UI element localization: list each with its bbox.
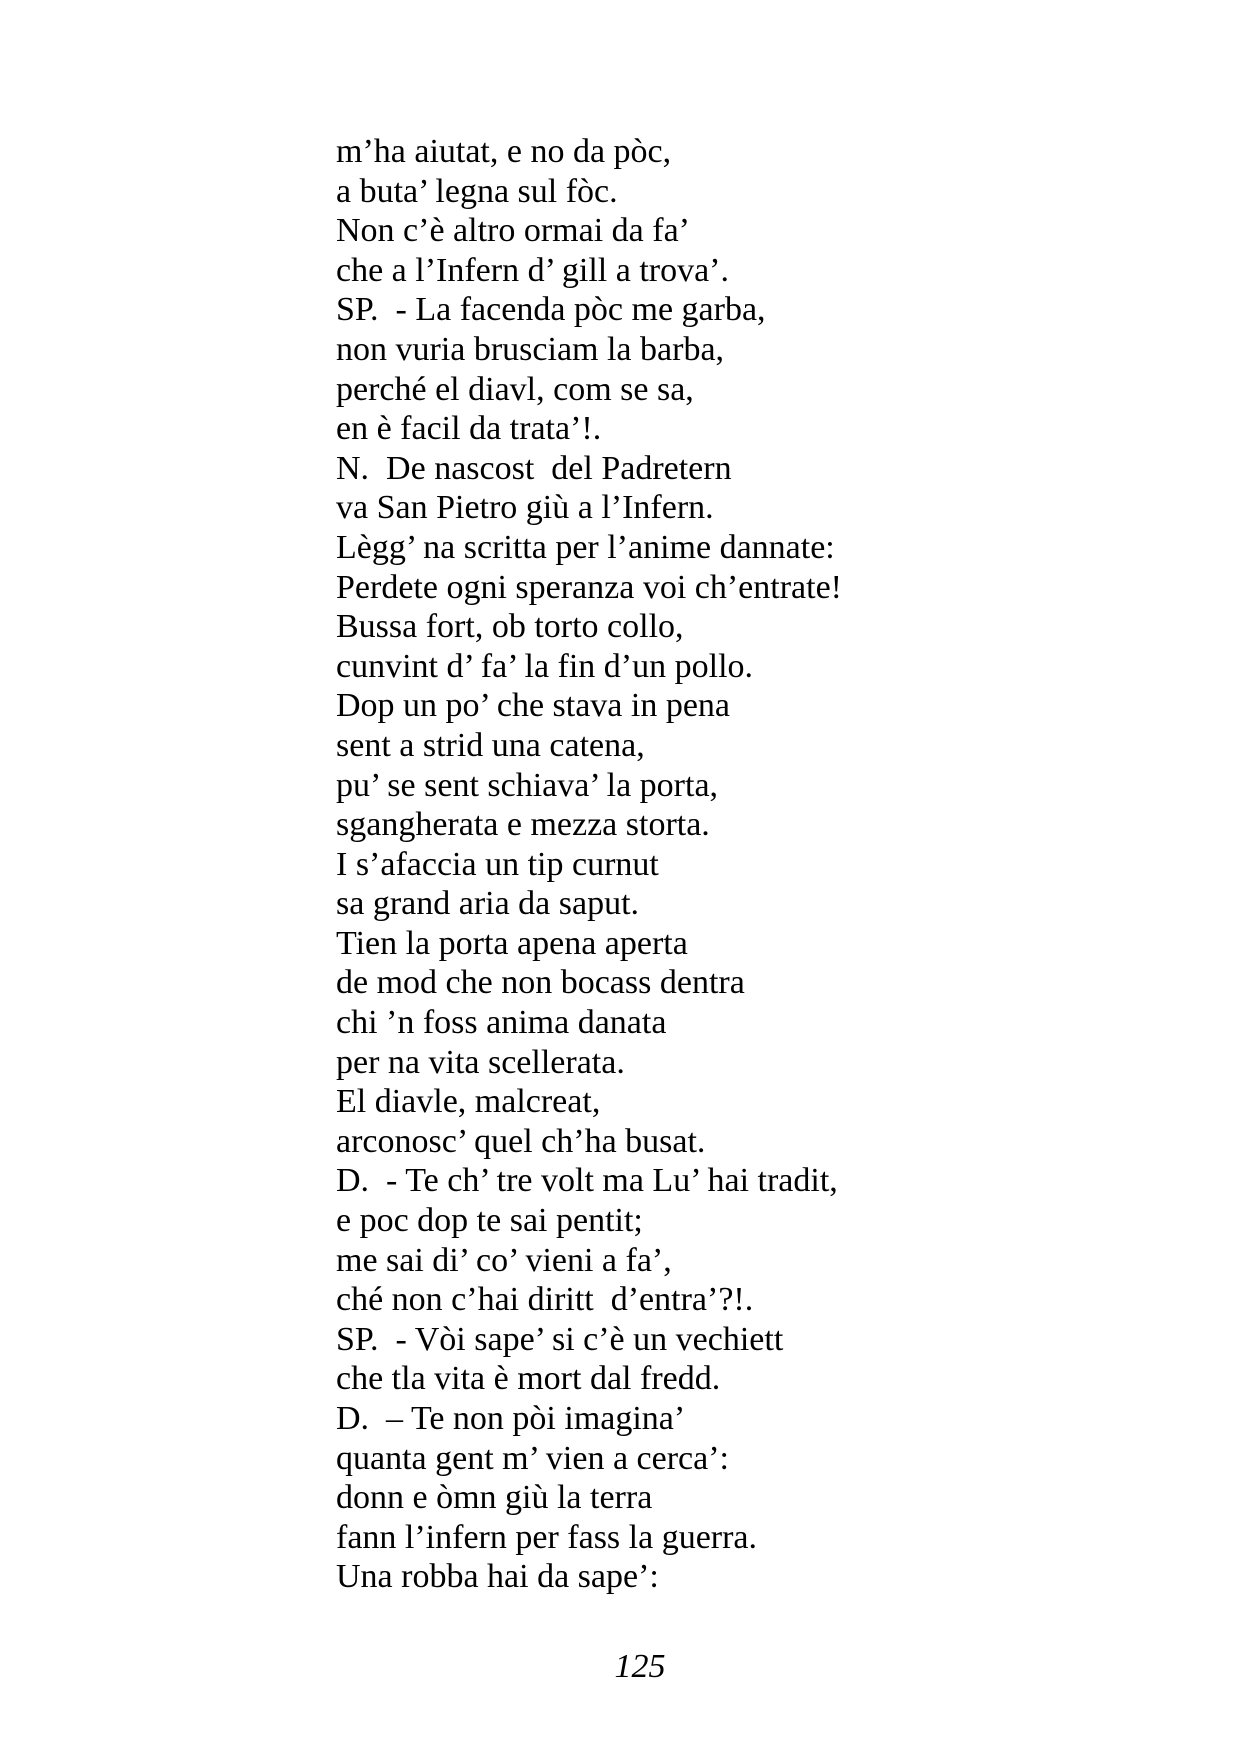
- verse-line: SP. - Vòi sape’ si c’è un vechiett: [336, 1320, 784, 1358]
- verse-line: arconosc’ quel ch’ha busat.: [336, 1122, 706, 1160]
- verse-line: Dop un po’ che stava in pena: [336, 687, 731, 725]
- verse-line: sgangherata e mezza storta.: [336, 806, 710, 844]
- verse-line: El diavle, malcreat,: [336, 1083, 601, 1121]
- verse-line: Una robba hai da sape’:: [336, 1558, 659, 1596]
- verse-text: [336, 132, 842, 1597]
- verse-line: che tla vita è mort dal fredd.: [336, 1360, 721, 1398]
- verse-line: Non c’è altro ormai da fa’: [336, 212, 690, 250]
- verse-line: D. – Te non pòi imagina’: [336, 1400, 686, 1437]
- verse-line: Perdete ogni speranza voi ch’entrate!: [336, 568, 842, 606]
- verse-line: D. - Te ch’ tre volt ma Lu’ hai tradit,: [336, 1162, 838, 1200]
- verse-line: non vuria brusciam la barba,: [336, 330, 725, 368]
- verse-line: Bussa fort, ob torto collo,: [336, 608, 684, 646]
- verse-line: a buta’ legna sul fòc.: [336, 172, 618, 210]
- verse-line: ché non c’hai diritt d’entra’?!.: [336, 1281, 754, 1319]
- verse-line: che a l’Infern d’ gill a trova’.: [336, 251, 730, 289]
- verse-line: e poc dop te sai pentit;: [336, 1202, 643, 1240]
- verse-line: quanta gent m’ vien a cerca’:: [336, 1439, 729, 1477]
- verse-line: sent a strid una catena,: [336, 726, 645, 764]
- verse-line: m’ha aiutat, e no da pòc,: [336, 133, 672, 170]
- verse-line: en è facil da trata’!.: [336, 410, 602, 448]
- verse-line: I s’afaccia un tip curnut: [336, 845, 659, 883]
- verse-line: va San Pietro giù a l’Infern.: [336, 489, 714, 527]
- verse-line: de mod che non bocass dentra: [336, 964, 745, 1002]
- verse-line: fann l’infern per fass la guerra.: [336, 1518, 758, 1556]
- verse-line: sa grand aria da saput.: [336, 885, 640, 923]
- verse-line: Lègg’ na scritta per l’anime dannate:: [336, 528, 835, 566]
- verse-line: pu’ se sent schiava’ la porta,: [336, 766, 719, 804]
- verse-line: Tien la porta apena aperta: [336, 924, 688, 962]
- verse-line: perché el diavl, com se sa,: [336, 370, 694, 408]
- verse-line: me sai di’ co’ vieni a fa’,: [336, 1241, 672, 1279]
- verse-line: cunvint d’ fa’ la fin d’un pollo.: [336, 647, 754, 685]
- verse-line: per na vita scellerata.: [336, 1043, 625, 1081]
- verse-line: N. De nascost del Padretern: [336, 449, 732, 487]
- verse-line: chi ’n foss anima danata: [336, 1004, 667, 1042]
- verse-line: donn e òmn giù la terra: [336, 1479, 653, 1517]
- page-number: 125: [614, 1648, 666, 1685]
- verse-line: SP. - La facenda pòc me garba,: [336, 291, 766, 329]
